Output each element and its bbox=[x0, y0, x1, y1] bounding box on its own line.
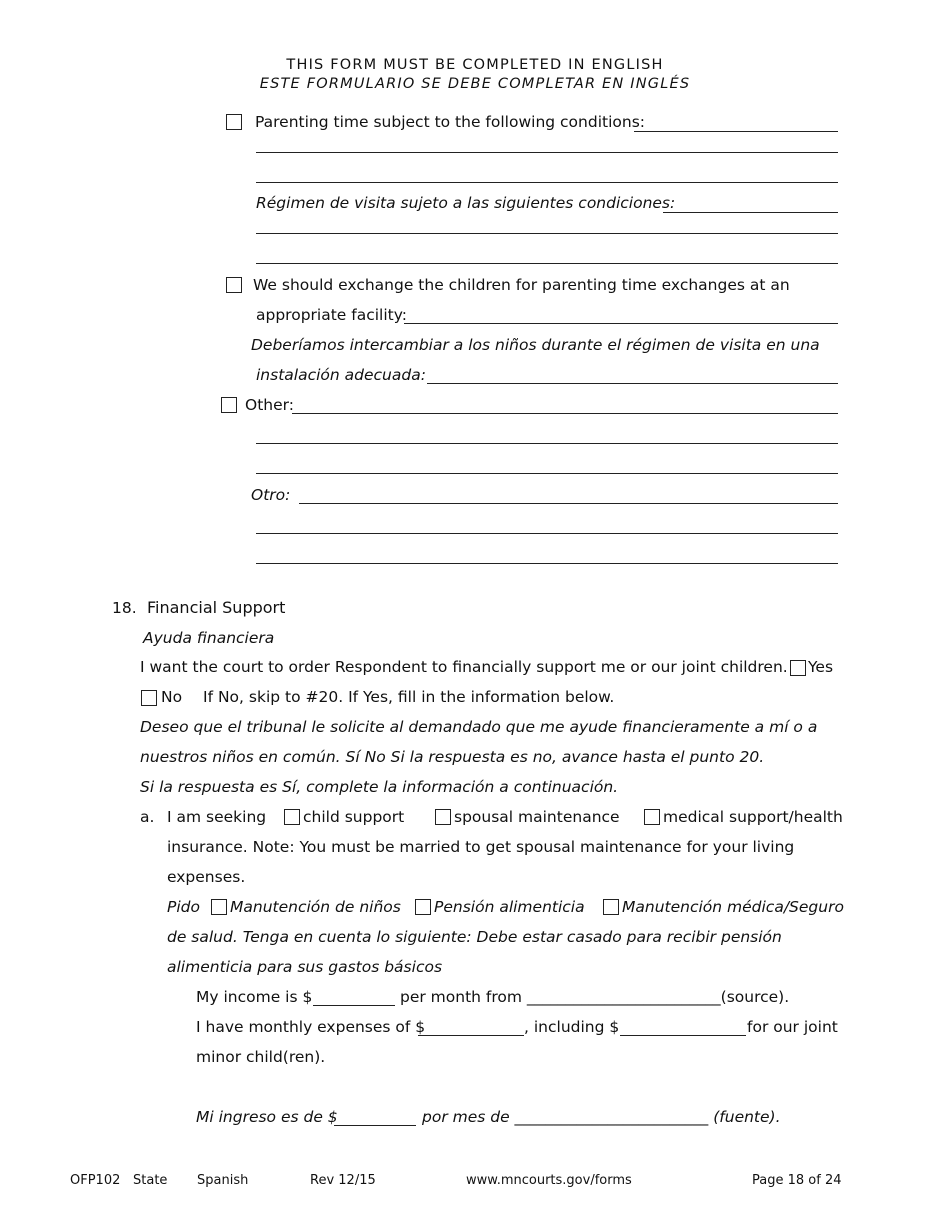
parenting-conditions-line[interactable] bbox=[256, 152, 838, 153]
spousal-note-es: de salud. Tenga en cuenta lo siguiente: Debe estar casado para recibir pensión bbox=[167, 928, 782, 946]
income-label: My income is $ bbox=[196, 988, 313, 1006]
other-label: Other: bbox=[245, 396, 294, 414]
ingreso-label: Mi ingreso es de $ bbox=[196, 1108, 338, 1126]
exchange-facility-label-2: appropriate facility: bbox=[256, 306, 407, 324]
expenses-joint-label: for our joint bbox=[747, 1018, 838, 1036]
parenting-conditions-line[interactable] bbox=[634, 131, 838, 132]
support-no-checkbox[interactable] bbox=[141, 690, 157, 706]
support-request-text: I want the court to order Respondent to financially support me or our joint children. bbox=[140, 658, 788, 676]
other-line[interactable] bbox=[256, 443, 838, 444]
support-yes-checkbox[interactable] bbox=[790, 660, 806, 676]
parenting-conditions-line-es[interactable] bbox=[256, 233, 838, 234]
income-amount-field[interactable] bbox=[313, 1005, 395, 1006]
parenting-conditions-line-es[interactable] bbox=[663, 212, 838, 213]
child-support-checkbox[interactable] bbox=[284, 809, 300, 825]
other-line[interactable] bbox=[292, 413, 838, 414]
expenses-children-label: minor child(ren). bbox=[196, 1048, 326, 1066]
manutencion-medica-label: Manutención médica/Seguro bbox=[622, 898, 844, 916]
spousal-maintenance-checkbox[interactable] bbox=[435, 809, 451, 825]
exchange-facility-label-es: Deberíamos intercambiar a los niños durante el régimen de visita en una bbox=[251, 336, 820, 354]
pension-alimenticia-checkbox[interactable] bbox=[415, 899, 431, 915]
other-checkbox[interactable] bbox=[221, 397, 237, 413]
child-expenses-amount-field[interactable] bbox=[620, 1035, 746, 1036]
other-line-es[interactable] bbox=[256, 533, 838, 534]
exchange-facility-line-es[interactable] bbox=[427, 383, 838, 384]
exchange-facility-label-es-2: instalación adecuada: bbox=[256, 366, 426, 384]
footer-revision: Rev 12/15 bbox=[310, 1173, 376, 1188]
expenses-amount-field[interactable] bbox=[418, 1035, 524, 1036]
medical-support-checkbox[interactable] bbox=[644, 809, 660, 825]
expenses-including-label: , including $ bbox=[524, 1018, 620, 1036]
footer-page-number: Page 18 of 24 bbox=[752, 1173, 842, 1188]
support-request-text-es-3: Si la respuesta es Sí, complete la información a continuación. bbox=[140, 778, 619, 796]
exchange-facility-label: We should exchange the children for parenting time exchanges at an bbox=[253, 276, 790, 294]
spousal-note: insurance. Note: You must be married to get spousal maintenance for your living bbox=[167, 838, 795, 856]
parenting-conditions-line[interactable] bbox=[256, 182, 838, 183]
support-skip-instruction: If No, skip to #20. If Yes, fill in the information below. bbox=[203, 688, 615, 706]
other-line[interactable] bbox=[256, 473, 838, 474]
spousal-maintenance-label: spousal maintenance bbox=[454, 808, 620, 826]
section-number: 18. bbox=[112, 599, 137, 617]
other-label-es: Otro: bbox=[251, 486, 291, 504]
manutencion-ninos-label: Manutención de niños bbox=[230, 898, 401, 916]
manutencion-medica-checkbox[interactable] bbox=[603, 899, 619, 915]
parenting-conditions-checkbox[interactable] bbox=[226, 114, 242, 130]
support-request-text-es: Deseo que el tribunal le solicite al demandado que me ayude financieramente a mí o a bbox=[140, 718, 818, 736]
item-a-label: a. bbox=[140, 808, 155, 826]
other-line-es[interactable] bbox=[299, 503, 838, 504]
parenting-conditions-label: Parenting time subject to the following conditions: bbox=[255, 113, 645, 131]
footer-language: Spanish bbox=[197, 1173, 249, 1188]
exchange-facility-checkbox[interactable] bbox=[226, 277, 242, 293]
footer-state: State bbox=[133, 1173, 168, 1188]
expenses-label: I have monthly expenses of $ bbox=[196, 1018, 426, 1036]
footer-url[interactable]: www.mncourts.gov/forms bbox=[466, 1173, 632, 1188]
parenting-conditions-line-es[interactable] bbox=[256, 263, 838, 264]
section-title-es: Ayuda financiera bbox=[143, 629, 275, 647]
support-no-label: No bbox=[161, 688, 183, 706]
form-header-spanish: ESTE FORMULARIO SE DEBE COMPLETAR EN INGLÉS bbox=[259, 76, 691, 92]
ingreso-amount-field[interactable] bbox=[334, 1125, 416, 1126]
support-yes-label: Yes bbox=[808, 658, 834, 676]
spousal-note-2: expenses. bbox=[167, 868, 246, 886]
income-source-label: per month from _________________________(source). bbox=[400, 988, 790, 1006]
ingreso-source-label: por mes de _________________________ (fuente). bbox=[422, 1108, 781, 1126]
pension-alimenticia-label: Pensión alimenticia bbox=[434, 898, 585, 916]
section-title: Financial Support bbox=[147, 598, 286, 617]
manutencion-ninos-checkbox[interactable] bbox=[211, 899, 227, 915]
seeking-label: I am seeking bbox=[167, 808, 267, 826]
form-header-english: THIS FORM MUST BE COMPLETED IN ENGLISH bbox=[286, 57, 664, 73]
support-request-text-es-2: nuestros niños en común. Sí No Si la respuesta es no, avance hasta el punto 20. bbox=[140, 748, 765, 766]
exchange-facility-line[interactable] bbox=[404, 323, 838, 324]
parenting-conditions-label-es: Régimen de visita sujeto a las siguientes condiciones: bbox=[256, 194, 676, 212]
child-support-label: child support bbox=[303, 808, 405, 826]
spousal-note-es-2: alimenticia para sus gastos básicos bbox=[167, 958, 443, 976]
pido-label: Pido bbox=[167, 898, 200, 916]
medical-support-label: medical support/health bbox=[663, 808, 843, 826]
footer-form-number: OFP102 bbox=[70, 1173, 121, 1188]
other-line-es[interactable] bbox=[256, 563, 838, 564]
